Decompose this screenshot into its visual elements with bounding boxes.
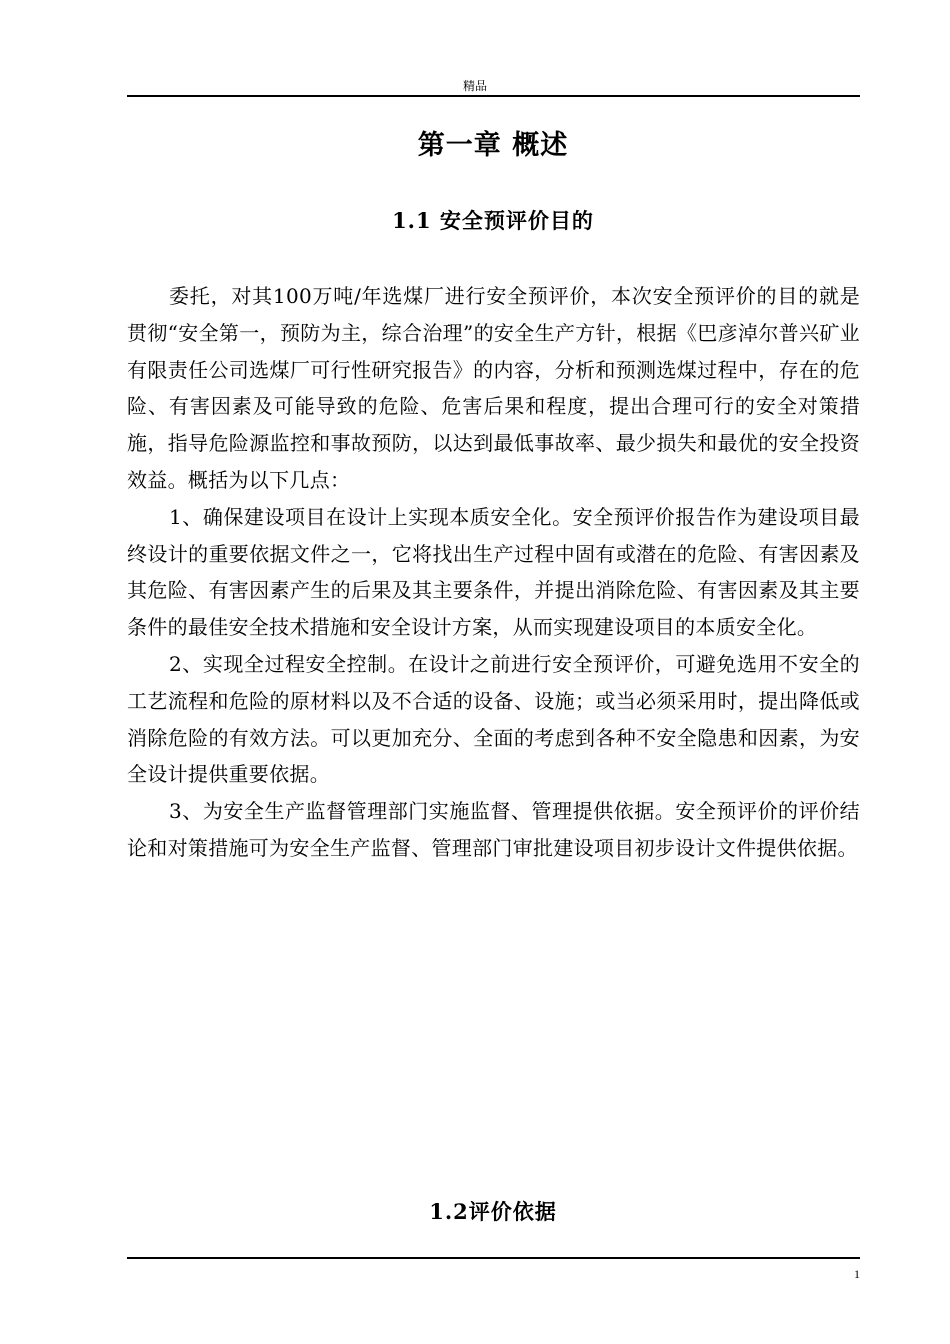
section-title-1-2: 1.2评价依据 <box>429 1199 557 1224</box>
paragraph-point-1: 1、确保建设项目在设计上实现本质安全化。安全预评价报告作为建设项目最终设计的重要依据文件之一，它将找出生产过程中固有或潜在的危险、有害因素及其危险、有害因素产生的后果及其主要条件，并提出消除危险、有害因素及其主要条件的最佳安全技术措施和安全设计方案，从而实现建设项目的本质安全化。 <box>127 504 860 640</box>
page-header: 精品 <box>462 79 487 93</box>
section-title-1-1: 1.1 安全预评价目的 <box>392 208 594 233</box>
footer-divider <box>127 1257 860 1259</box>
paragraph-point-2: 2、实现全过程安全控制。在设计之前进行安全预评价，可避免选用不安全的工艺流程和危险的原材料以及不合适的设备、设施；或当必须采用时，提出降低或消除危险的有效方法。可以更加充分、全面的考虑到各种不安全隐患和因素，为安全设计提供重要依据。 <box>127 651 860 787</box>
header-divider <box>127 95 860 97</box>
page-number: 1 <box>854 1267 860 1281</box>
paragraph-purpose: 委托，对其100万吨/年选煤厂进行安全预评价，本次安全预评价的目的就是贯彻“安全第一，预防为主，综合治理”的安全生产方针，根据《巴彦淖尔普兴矿业有限责任公司选煤厂可行性研究报告》的内容，分析和预测选煤过程中，存在的危险、有害因素及可能导致的危险、危害后果和程度，提出合理可行的安全对策措施，指导危险源监控和事故预防，以达到最低事故率、最少损失和最优的安全投资效益。概括为以下几点： <box>127 284 860 492</box>
document-body <box>127 278 860 867</box>
chapter-title: 第一章 概述 <box>417 130 569 161</box>
paragraph-point-3: 3、为安全生产监督管理部门实施监督、管理提供依据。安全预评价的评价结论和对策措施可为安全生产监督、管理部门审批建设项目初步设计文件提供依据。 <box>127 799 860 860</box>
